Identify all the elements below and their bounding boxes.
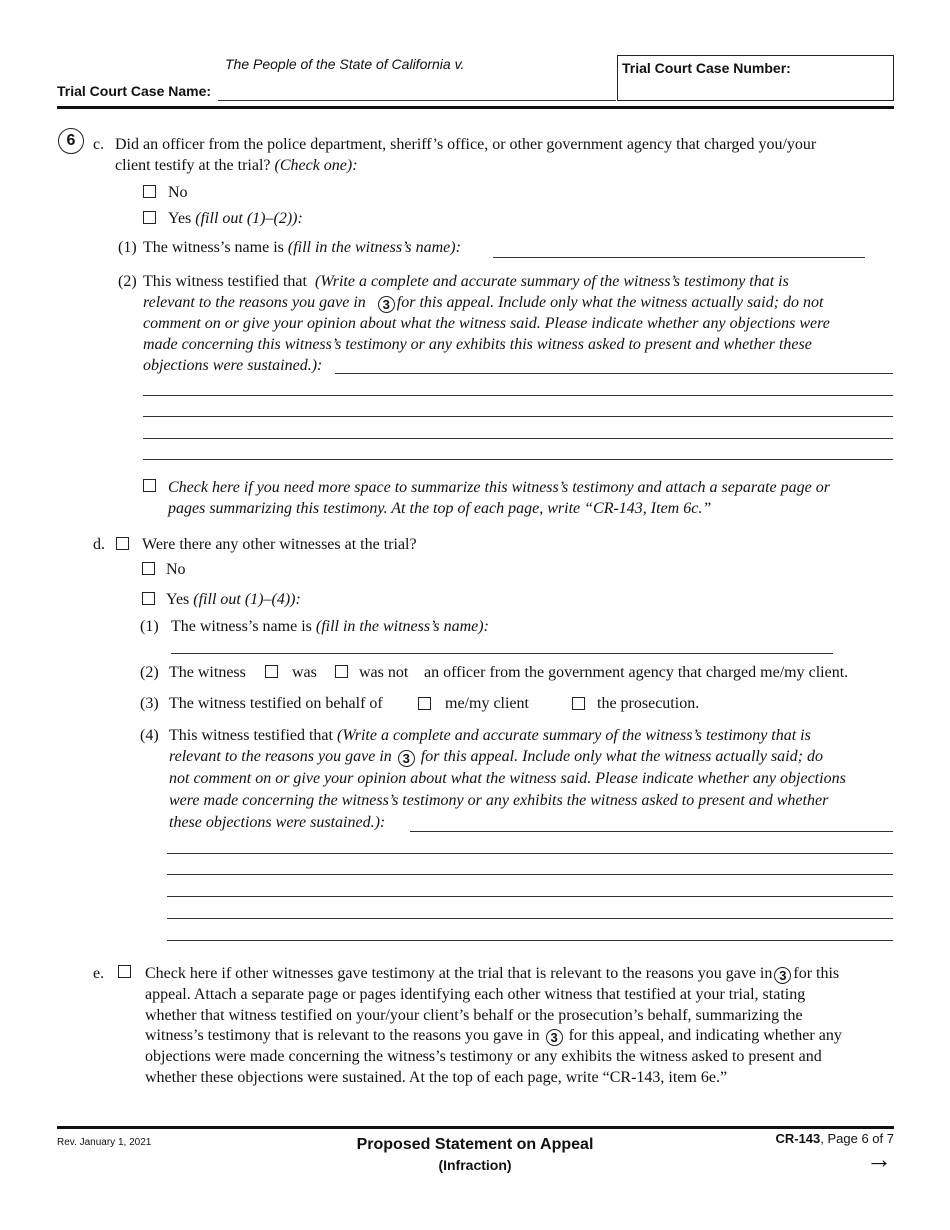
item-6c-summary-line-1[interactable] xyxy=(335,373,893,374)
q1-hint: (fill in the witness’s name): xyxy=(287,239,461,256)
item-6d-q4-line1 xyxy=(169,725,811,746)
item-6c-q2-line3: comment on or give your opinion about what the witness said. Please indicate whether any objections were xyxy=(143,315,830,332)
q1-text: The witness’s name is xyxy=(171,618,312,635)
q4-hint-line2a: relevant to the reasons you gave in xyxy=(169,748,392,765)
item-6d-q4-num: (4) xyxy=(140,727,159,744)
item-6c-more-space-line1: Check here if you need more space to summarize this witness’s testimony and attach a separate page or xyxy=(168,479,830,496)
item-6c-q2-num: (2) xyxy=(118,273,137,290)
check-one-hint: (Check one): xyxy=(274,157,358,174)
e-line4b: for this appeal, and indicating whether any xyxy=(568,1027,842,1044)
item-6d-prosecution-checkbox[interactable] xyxy=(572,697,585,710)
item-6d-client-checkbox[interactable] xyxy=(418,697,431,710)
item-6d-q2-num: (2) xyxy=(140,664,159,681)
e-line1b: for this xyxy=(793,965,840,982)
item-6c-q2-line1 xyxy=(143,271,789,292)
case-name-field[interactable] xyxy=(218,100,616,101)
yes-label-text: Yes xyxy=(168,210,192,227)
item-6e-letter: e. xyxy=(93,965,105,982)
q2-hint-line2b: for this appeal. Include only what the witness actually said; do not xyxy=(396,294,824,311)
item-6d-summary-line-6[interactable] xyxy=(167,940,893,941)
item-6e-checkbox[interactable] xyxy=(118,965,131,978)
header-divider xyxy=(57,106,894,109)
item-3-reference-badge: 3 xyxy=(378,296,395,313)
item-6e-line6: whether these objections were sustained. At the top of each page, write “CR-143, item 6e.” xyxy=(145,1069,728,1086)
item-6d-was-not-checkbox[interactable] xyxy=(335,665,348,678)
item-6c-question-line2 xyxy=(115,155,358,176)
item-6d-q3-num: (3) xyxy=(140,695,159,712)
q2-text: This witness testified that xyxy=(143,273,307,290)
case-number-label: Trial Court Case Number: xyxy=(622,60,791,76)
item-6c-q2-line4: made concerning this witness’s testimony or any exhibits this witness asked to present and whether these xyxy=(143,336,812,353)
item-6e-line3: whether that witness testified on your/your client’s behalf or the prosecution’s behalf, summarizing the xyxy=(145,1007,803,1024)
item-6c-more-space-line2: pages summarizing this testimony. At the top of each page, write “CR-143, Item 6c.” xyxy=(168,500,712,517)
item-6c-yes-checkbox[interactable] xyxy=(143,211,156,224)
item-6d-q1 xyxy=(171,616,489,637)
q4-hint-line1: (Write a complete and accurate summary of the witness’s testimony that is xyxy=(336,727,811,744)
item-6d-letter: d. xyxy=(93,536,105,553)
item-6c-no-checkbox[interactable] xyxy=(143,185,156,198)
item-6c-no-label: No xyxy=(168,184,188,201)
item-6c-q1-num: (1) xyxy=(118,239,137,256)
item-6d-no-label: No xyxy=(166,561,186,578)
item-6d-summary-line-2[interactable] xyxy=(167,853,893,854)
item-6c-question-line1: Did an officer from the police department, sheriff’s office, or other government agency that charged you/your xyxy=(115,136,817,153)
item-6d-q4-line5: these objections were sustained.): xyxy=(169,814,386,831)
item-6d-summary-line-4[interactable] xyxy=(167,896,893,897)
next-page-arrow-icon[interactable]: → xyxy=(866,1144,892,1174)
q2-hint-line1: (Write a complete and accurate summary of the witness’s testimony that is xyxy=(314,273,789,290)
item-6d-yes-checkbox[interactable] xyxy=(142,592,155,605)
item-6d-summary-line-3[interactable] xyxy=(167,874,893,875)
item-6c-witness-name-field[interactable] xyxy=(493,257,865,258)
item-6e-line4 xyxy=(145,1025,842,1046)
item-6d-yes-label xyxy=(166,589,301,610)
item-6c-q2-line2 xyxy=(143,292,823,313)
form-id: CR-143 xyxy=(775,1131,821,1146)
revision-date: Rev. January 1, 2021 xyxy=(57,1137,152,1148)
item-6c-summary-line-4[interactable] xyxy=(143,438,893,439)
item-6e-line2: appeal. Attach a separate page or pages identifying each other witness that testified at your trial, stating xyxy=(145,986,806,1003)
item-6d-q4-line2 xyxy=(169,746,823,767)
item-6c-summary-line-5[interactable] xyxy=(143,459,893,460)
item-6d-q2-text: The witness xyxy=(169,664,246,681)
item-6d-q4-line3: not comment on or give your opinion about what the witness said. Please indicate whether any objections xyxy=(169,770,846,787)
q2-hint-line2a: relevant to the reasons you gave in xyxy=(143,294,366,311)
item-6c-q1 xyxy=(143,237,461,258)
item-6d-checkbox[interactable] xyxy=(116,537,129,550)
item-6d-q2-tail: an officer from the government agency that charged me/my client. xyxy=(424,664,849,681)
item-6d-summary-line-5[interactable] xyxy=(167,918,893,919)
item-6c-summary-line-3[interactable] xyxy=(143,416,893,417)
item-6d-prosecution-label: the prosecution. xyxy=(597,695,700,712)
item-6d-was-label: was xyxy=(292,664,317,681)
item-6d-q3-text: The witness testified on behalf of xyxy=(169,695,383,712)
yes-hint: (fill out (1)–(2)): xyxy=(195,210,303,227)
item-6c-yes-label xyxy=(168,208,303,229)
item-6c-letter: c. xyxy=(93,136,105,153)
item-6d-question: Were there any other witnesses at the trial? xyxy=(142,536,417,553)
form-title: Proposed Statement on Appeal xyxy=(356,1136,594,1153)
people-caption: The People of the State of California v. xyxy=(225,56,465,72)
item-6e-line5: objections were made concerning the witness’s testimony or any exhibits the witness asked to present and xyxy=(145,1048,822,1065)
item-6d-witness-name-field[interactable] xyxy=(171,653,833,654)
item-6d-no-checkbox[interactable] xyxy=(142,562,155,575)
item-number-badge: 6 xyxy=(58,128,84,154)
e-line1a: Check here if other witnesses gave testimony at the trial that is relevant to the reasons you gave in xyxy=(145,965,773,982)
e-line4a: witness’s testimony that is relevant to the reasons you gave in xyxy=(145,1027,540,1044)
item-6c-q2-line5: objections were sustained.): xyxy=(143,357,323,374)
footer-divider xyxy=(57,1126,894,1129)
yes-label-text: Yes xyxy=(166,591,190,608)
case-name-label: Trial Court Case Name: xyxy=(57,83,212,99)
item-6c-summary-line-2[interactable] xyxy=(143,395,893,396)
item-6e-line1 xyxy=(145,963,839,984)
item-6d-q1-num: (1) xyxy=(140,618,159,635)
item-3-reference-badge: 3 xyxy=(774,967,791,984)
form-subtitle: (Infraction) xyxy=(438,1157,512,1173)
item-6c-question-text: client testify at the trial? xyxy=(115,157,271,174)
item-6d-was-not-label: was not xyxy=(359,664,409,681)
item-3-reference-badge: 3 xyxy=(398,750,415,767)
q4-text: This witness testified that xyxy=(169,727,333,744)
yes-hint: (fill out (1)–(4)): xyxy=(193,591,301,608)
q1-text: The witness’s name is xyxy=(143,239,284,256)
item-6d-was-checkbox[interactable] xyxy=(265,665,278,678)
item-6c-more-space-checkbox[interactable] xyxy=(143,479,156,492)
item-3-reference-badge: 3 xyxy=(546,1029,563,1046)
item-6d-client-label: me/my client xyxy=(445,695,529,712)
q1-hint: (fill in the witness’s name): xyxy=(315,618,489,635)
q4-hint-line2b: for this appeal. Include only what the witness actually said; do xyxy=(420,748,823,765)
item-6d-summary-line-1[interactable] xyxy=(410,831,893,832)
page-number: , Page 6 of 7 xyxy=(820,1131,894,1146)
item-6d-q4-line4: were made concerning the witness’s testimony or any exhibits the witness asked to present and whether xyxy=(169,792,829,809)
